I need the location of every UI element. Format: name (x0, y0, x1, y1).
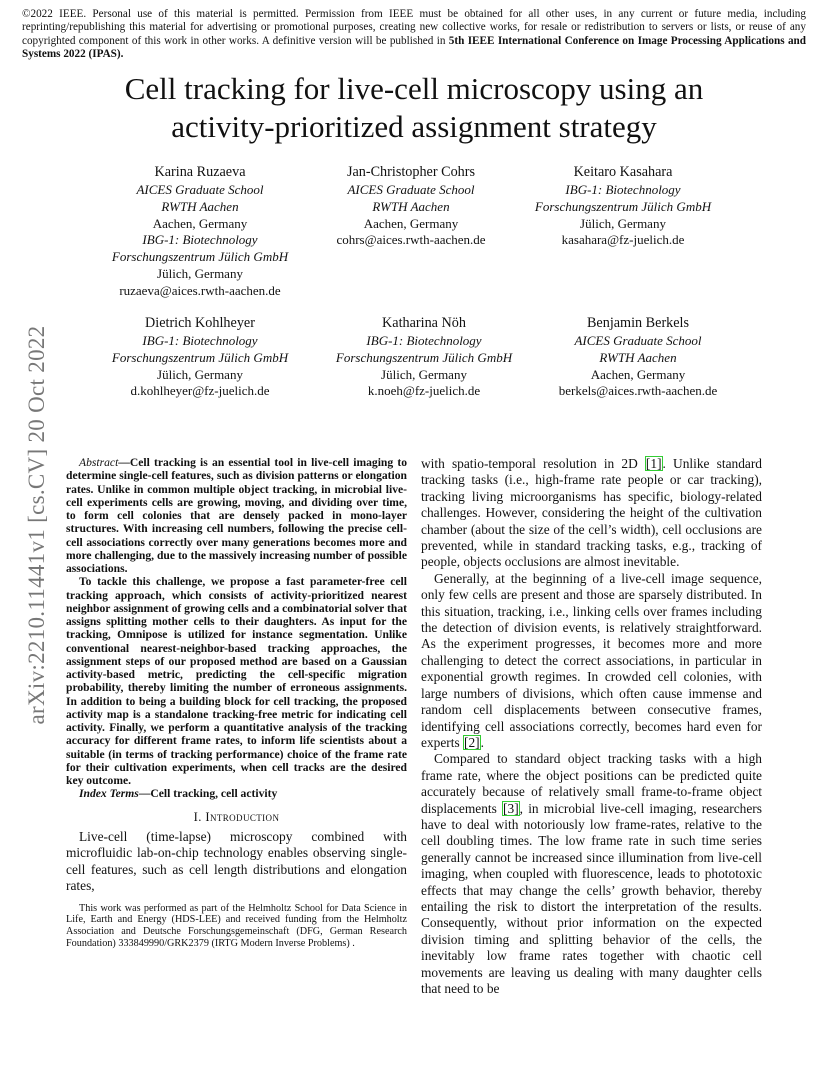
body-text: , in microbial live-cell imaging, researchers have to deal with notoriously low frame-rates, relative to the cell doubling times. The low frame rate in such time series generally cannot be increased since illumination from live-cell imaging, when coupled with fluorescence, leads to phototoxic effects that may change the cells’ growth behavior, thereby entailing the risk to distort the interpretation of the results. Consequently, without prior information on the expected division timing and splitting behavior of the cells, the inevitably low frame rates together with chaotic cell movements are leaving us dealing with many daughter cells that need to be (421, 800, 762, 996)
body-text: Compared to standard object tracking tasks with a high frame rate, where the object positions can be predicted quite accurately because of relatively small frame-to-frame object displacements (421, 751, 762, 816)
arxiv-id: arXiv:2210.11441v1 [cs.CV] 20 Oct 2022 (24, 325, 49, 725)
body-text: with spatio-temporal resolution in 2D (421, 456, 645, 471)
author-name: Jan-Christopher Cohrs (346, 164, 476, 180)
affiliation-line: Aachen, Germany (152, 215, 248, 231)
body-text: Generally, at the beginning of a live-cell image sequence, only few cells are present and those are sparsely distributed. In this situation, tracking, i.e., linking cells over frames including the detection of division events, is relatively straightforward. As the experiment progresses, it becomes more and more challenging to detect the correct associations, in particular in exponential growth regimes. In crowded cell colonies, with large numbers of divisions, which often cause immense and random cell displacements between consecutive frames, identifying cell associations correctly, becomes hard even for experts (421, 570, 762, 750)
author-name: Katharina Nöh (382, 315, 466, 331)
abstract-paragraph-1 (66, 456, 407, 575)
arxiv-stamp (22, 290, 52, 760)
author-block-6 (508, 314, 768, 400)
title-line-2: activity-prioritized assignment strategy (171, 109, 657, 144)
author-block-4 (70, 314, 330, 400)
author-name: Benjamin Berkels (586, 315, 690, 331)
body-paragraph-2 (421, 571, 762, 751)
left-column (66, 456, 407, 960)
affiliation-line: Jülich, Germany (157, 265, 243, 281)
affiliation-line: Jülich, Germany (381, 366, 467, 382)
copyright-notice (22, 8, 806, 61)
abstract-paragraph-2: To tackle this challenge, we propose a fast parameter-free cell tracking approach, which consists of activity-prioritized nearest neighbor assignment of growing cells and a combinatorial solver that assigns splitting mother cells to their daughters. As input for the tracking, Omnipose is utilized for instance segmentation. Unlike conventional nearest-neighbor-based tracking approaches, the assignment steps of our proposed method are based on a Gaussian activity-based metric, predicting the cell-specific migration probability, thereby limiting the number of erroneous assignments. In addition to being a building block for cell tracking, the proposed activity map is a standalone tracking-free metric for indicating cell activity. Finally, we perform a quantitative analysis of the tracking accuracy for different frame rates, to inform life scientists about a suitable (in terms of tracking performance) choice of the frame rate for their cultivation experiments, when cell tracks are the desired key outcome. (66, 575, 407, 787)
section-heading (66, 809, 407, 825)
author-email[interactable]: cohrs@aices.rwth-aachen.de (336, 232, 486, 248)
body-paragraph-3 (421, 751, 762, 997)
author-email[interactable]: ruzaeva@aices.rwth-aachen.de (119, 282, 281, 298)
affiliation-line: AICES Graduate School (347, 182, 475, 197)
affiliation-line: AICES Graduate School (574, 333, 702, 348)
affiliation-line: Forschungszentrum Jülich GmbH (335, 349, 513, 365)
affiliation-line: AICES Graduate School (136, 182, 264, 197)
affiliation-line: Jülich, Germany (580, 215, 666, 231)
affiliation-line: Forschungszentrum Jülich GmbH (111, 249, 289, 265)
affiliation-line: RWTH Aachen (372, 198, 450, 214)
affiliation-line: Jülich, Germany (157, 366, 243, 382)
body-paragraph-1 (421, 456, 762, 571)
author-email[interactable]: d.kohlheyer@fz-juelich.de (130, 383, 270, 399)
affiliation-line: Aachen, Germany (590, 366, 686, 382)
citation-link-3[interactable]: [3] (503, 800, 519, 816)
author-name: Keitaro Kasahara (573, 164, 673, 180)
affiliation-line: RWTH Aachen (599, 349, 677, 365)
author-email[interactable]: k.noeh@fz-juelich.de (367, 383, 481, 399)
affiliation-line: Forschungszentrum Jülich GmbH (111, 349, 289, 365)
body-text: . (480, 734, 485, 750)
author-email[interactable]: kasahara@fz-juelich.de (561, 232, 685, 248)
section-title: Introduction (205, 809, 280, 824)
section-number: I. (193, 809, 202, 824)
citation-link-1[interactable]: [1] (645, 456, 662, 471)
abstract-text-1: —Cell tracking is an essential tool in live-cell imaging to determine single-cell features, such as division patterns or elongation rates. Unlike in common multiple object tracking, in microbial live-cell experiments cells are growing, moving, and dividing over time, to form cell colonies that are densely packed in mono-layer structures. With increasing cell numbers, following the precise cell-cell associations correctly over many generations becomes more and more challenging, due to the massively increasing number of possible associations. (66, 456, 407, 575)
paper-title (60, 70, 768, 146)
affiliation-line: IBG-1: Biotechnology (366, 333, 482, 348)
index-terms-lead: Index Terms (79, 787, 139, 801)
footnote: This work was performed as part of the Helmholtz School for Data Science in Life, Earth and Energy (HDS-LEE) and received funding from the Helmholtz Association and Deutsche Forschungsgemeinschaft (DFG, German Research Foundation) 333849990/GRK2379 (IRTG Modern Inverse Problems) . (66, 902, 407, 950)
intro-paragraph: Live-cell (time-lapse) microscopy combined with microfluidic lab-on-chip technology enables observing single-cell features, such as cell length distributions and elongation rates, (66, 828, 407, 894)
copyright-text: ©2022 IEEE. Personal use of this material is permitted. Permission from IEEE must be obtained for all other uses, in any current or future media, including reprinting/republishing this material for advertising or promotional purposes, creating new collective works, for resale or redistribution to servers or lists, or reuse of any copyrighted component of this work in other works. A definitive version will be published in (22, 8, 806, 47)
affiliation-line: Forschungszentrum Jülich GmbH (534, 198, 712, 214)
citation-link-2[interactable]: [2] (464, 734, 480, 750)
affiliation-line: IBG-1: Biotechnology (142, 333, 258, 348)
author-name: Dietrich Kohlheyer (145, 315, 255, 331)
index-terms (66, 787, 407, 800)
affiliation-line: IBG-1: Biotechnology (565, 182, 681, 197)
affiliation-line: IBG-1: Biotechnology (142, 232, 258, 248)
right-column (421, 456, 762, 997)
affiliation-line: Aachen, Germany (363, 215, 459, 231)
author-email[interactable]: berkels@aices.rwth-aachen.de (558, 383, 718, 399)
index-terms-text: —Cell tracking, cell activity (138, 787, 278, 801)
title-line-1: Cell tracking for live-cell microscopy using an (124, 71, 704, 106)
author-name: Karina Ruzaeva (154, 164, 246, 180)
author-block-3 (493, 163, 753, 249)
affiliation-line: RWTH Aachen (161, 198, 239, 214)
body-text: . Unlike standard tracking tasks (i.e., high-frame rate people or car tracking), tracking living microorganisms has specific, biology-related challenges. However, considering the height of the cultivation chamber (about the size of the cell’s width), cell occlusions are prevented, while in standard tracking tasks, e.g., tracking of people, objects occlusions are almost inevitable. (421, 456, 762, 570)
conference-venue: 5th IEEE International Conference on Image Processing Applications and Systems 2022 (IPAS). (22, 34, 807, 60)
abstract-lead: Abstract (79, 456, 119, 469)
